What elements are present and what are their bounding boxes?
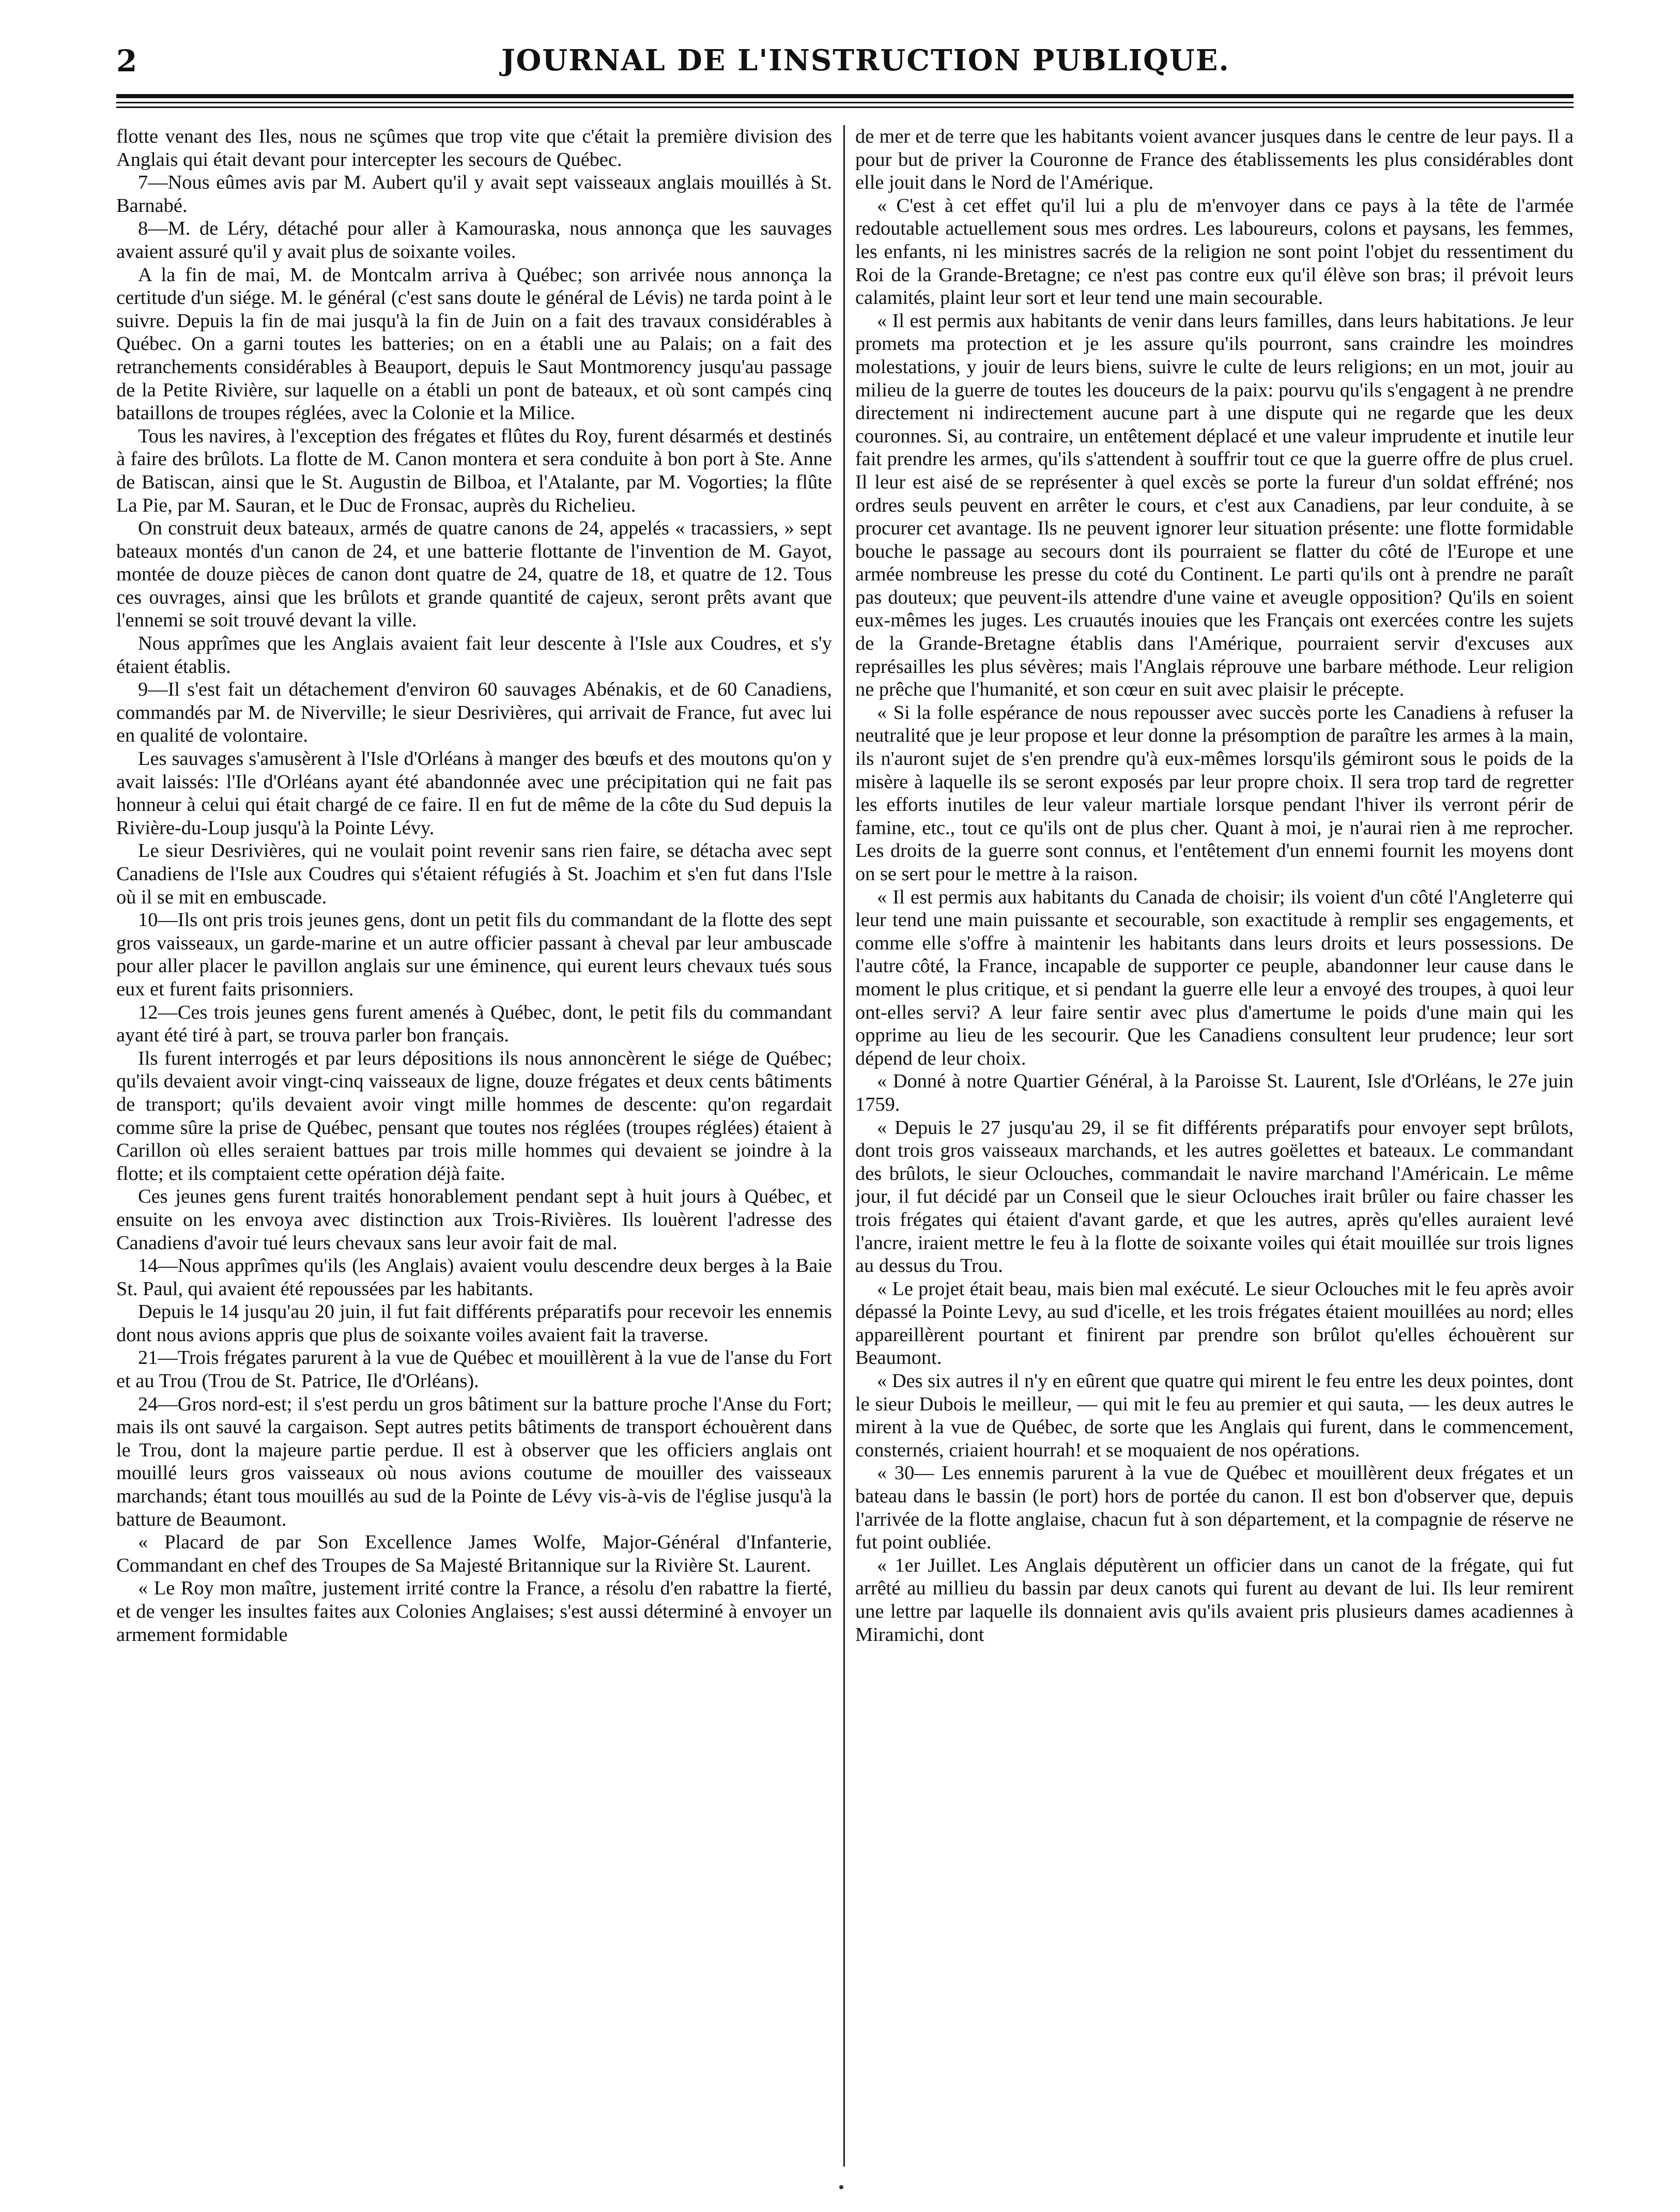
column-divider — [843, 125, 845, 2167]
paragraph: « Le Roy mon maître, justement irrité contre la France, a résolu d'en rabattre la fierté, et de venger les insultes faites aux Colonies Anglaises; s'est aussi déterminé à envoyer un armement formidable — [116, 1577, 832, 1646]
journal-title: JOURNAL DE L'INSTRUCTION PUBLIQUE. — [501, 43, 1230, 78]
paragraph: « Donné à notre Quartier Général, à la Paroisse St. Laurent, Isle d'Orléans, le 27e juin 1759. — [855, 1070, 1574, 1115]
paragraph: « 30— Les ennemis parurent à la vue de Québec et mouillèrent deux frégates et un bateau dans le bassin (le port) hors de portée du canon. Il est bon d'observer que, depuis l'arrivée de la flotte anglaise, chacun fut à son département, et la compagnie de réserve ne fut point oubliée. — [855, 1462, 1574, 1554]
header-rule-thin-2 — [116, 106, 1574, 108]
paragraph: 7—Nous eûmes avis par M. Aubert qu'il y avait sept vaisseaux anglais mouillés à St. Barnabé. — [116, 172, 832, 217]
paragraph: 12—Ces trois jeunes gens furent amenés à Québec, dont, le petit fils du commandant ayant été tiré à part, se trouva parler bon français. — [116, 1001, 832, 1047]
header-rule-thick — [116, 94, 1574, 98]
paragraph: « Si la folle espérance de nous repousser avec succès porte les Canadiens à refuser la neutralité que je leur propose et leur donne la présomption de paraître les armes à la main, ils n'auront sujet de s'en prendre qu'à eux-mêmes lorsqu'ils gémiront sous le poids de la misère à laquelle ils se seront exposés par leur propre choix. Il sera trop tard de regretter les efforts inutiles de leur valeur martiale lorsque pendant l'hiver ils verront périr de famine, etc., tout ce qu'ils ont de plus cher. Quant à moi, je n'aurai rien à me reprocher. Les droits de la guerre sont connus, et l'entêtement d'un ennemi fournit les moyens dont on se sert pour le mettre à la raison. — [855, 701, 1574, 885]
paragraph: Ils furent interrogés et par leurs dépositions ils nous annoncèrent le siége de Québec; qu'ils devaient avoir vingt-cinq vaisseaux de ligne, douze frégates et deux cents bâtiments de transport; qu'ils devaient avoir vingt mille hommes de descente: qu'on regardait comme sûre la prise de Québec, pensant que toutes nos réglées (troupes réglées) étaient à Carillon où elles seraient battues par trois mille hommes qui devaient se joindre à la flotte; et ils comptaient cette opération déjà faite. — [116, 1047, 832, 1185]
paragraph: « Depuis le 27 jusqu'au 29, il se fit différents préparatifs pour envoyer sept brûlots, dont trois gros vaisseaux marchands, et les autres goëlettes et bateaux. Le commandant des brûlots, le sieur Oclouches, commandait le navire marchand l'Américain. Le même jour, il fut décidé par un Conseil que le sieur Oclouches irait brûler ou faire chasser les trois frégates qui étaient d'avant garde, et que les autres, après qu'elles auraient levé l'ancre, iraient mettre le feu à la flotte de soixante voiles qui était mouillée sur trois lignes au dessus du Trou. — [855, 1116, 1574, 1277]
header-rule-thin — [116, 102, 1574, 103]
paragraph: 24—Gros nord-est; il s'est perdu un gros bâtiment sur la batture proche l'Anse du Fort; mais ils ont sauvé la cargaison. Sept autres petits bâtiments de transport échouèrent dans le Trou, dont la majeure partie perdue. Il est à observer que les officiers anglais ont mouillé leurs gros vaisseaux où nous avions coutume de mouiller des vaisseaux marchands; étant tous mouillés au sud de la Pointe de Lévy vis-à-vis de l'église jusqu'à la batture de Beaumont. — [116, 1393, 832, 1530]
paragraph: Nous apprîmes que les Anglais avaient fait leur descente à l'Isle aux Coudres, et s'y étaient établis. — [116, 633, 832, 678]
paragraph: Le sieur Desrivières, qui ne voulait point revenir sans rien faire, se détacha avec sept Canadiens de l'Isle aux Coudres qui s'étaient réfugiés à St. Joachim et s'en fut dans l'Isle où il se mit en embuscade. — [116, 840, 832, 908]
paragraph: « Il est permis aux habitants du Canada de choisir; ils voient d'un côté l'Angleterre qui leur tend une main puissante et secourable, son exactitude à remplir ses engagements, et comme elle s'offre à maintenir les habitants dans leurs droits et leurs possessions. De l'autre côté, la France, incapable de supporter ce peuple, abandonner leur cause dans le moment le plus critique, et si pendant la guerre elle leur a envoyé des troupes, à quoi leur ont-elles servi? A leur faire sentir avec plus d'amertume le poids d'une main qui les opprime au lieu de les secourir. Que les Canadiens consultent leur prudence; leur sort dépend de leur choix. — [855, 886, 1574, 1069]
paragraph: Ces jeunes gens furent traités honorablement pendant sept à huit jours à Québec, et ensuite on les envoya avec distinction aux Trois-Rivières. Ils louèrent l'adresse des Canadiens d'avoir tué leurs chevaux sans leur avoir fait de mal. — [116, 1186, 832, 1254]
paragraph: « 1er Juillet. Les Anglais députèrent un officier dans un canot de la frégate, qui fut arrêté au millieu du bassin par deux canots qui furent au devant de lui. Ils leur remirent une lettre par laquelle ils donnaient avis qu'ils avaient pris plusieurs dames acadiennes à Miramichi, dont — [855, 1554, 1574, 1646]
page-number: 2 — [116, 43, 137, 79]
left-column — [116, 125, 832, 2172]
paragraph: « C'est à cet effet qu'il lui a plu de m'envoyer dans ce pays à la tête de l'armée redoutable actuellement sous mes ordres. Les laboureurs, colons et paysans, les femmes, les enfants, ni les ministres sacrés de la religion ne sont point l'objet du ressentiment du Roi de la Grande-Bretagne; ce n'est pas contre eux qu'il élève son bras; il prévoit leurs calamités, plaint leur sort et leur tend une main secourable. — [855, 194, 1574, 309]
paragraph: A la fin de mai, M. de Montcalm arriva à Québec; son arrivée nous annonça la certitude d'un siége. M. le général (c'est sans doute le général de Lévis) ne tarda point à le suivre. Depuis la fin de mai jusqu'à la fin de Juin on a fait des travaux considérables à Québec. On a garni toutes les batteries; on en a établi une au Palais; on a fait des retranchements considérables à Beauport, depuis le Saut Montmorency jusqu'au passage de la Petite Rivière, sur laquelle on a établi un pont de bateaux, et où sont campés cinq bataillons de troupes réglées, avec la Colonie et la Milice. — [116, 264, 832, 424]
paragraph: Tous les navires, à l'exception des frégates et flûtes du Roy, furent désarmés et destinés à faire des brûlots. La flotte de M. Canon montera et sera conduite à bon port à Ste. Anne de Batiscan, ainsi que le St. Augustin de Bilboa, et l'Atalante, par M. Vogorties; la flûte La Pie, par M. Sauran, et le Duc de Fronsac, auprès du Richelieu. — [116, 425, 832, 516]
paragraph: « Des six autres il n'y en eûrent que quatre qui mirent le feu entre les deux pointes, dont le sieur Dubois le meilleur, — qui mit le feu au premier et qui sauta, — les deux autres le mirent à la vue de Québec, de sorte que les Anglais qui furent, dans le commencement, consternés, criaient hourrah! et se moquaient de nos opérations. — [855, 1370, 1574, 1461]
paragraph: flotte venant des Iles, nous ne sçûmes que trop vite que c'était la première division des Anglais qui était devant pour intercepter les secours de Québec. — [116, 126, 832, 171]
paragraph: On construit deux bateaux, armés de quatre canons de 24, appelés « tracassiers, » sept bateaux montés d'un canon de 24, et une batterie flottante de l'invention de M. Gayot, montée de douze pièces de canon dont quatre de 24, quatre de 18, et quatre de 12. Tous ces ouvrages, ainsi que les brûlots et grande quantité de cajeux, seront prêts avant que l'ennemi se soit trouvé devant la ville. — [116, 517, 832, 632]
paragraph: 21—Trois frégates parurent à la vue de Québec et mouillèrent à la vue de l'anse du Fort et au Trou (Trou de St. Patrice, Ile d'Orléans). — [116, 1347, 832, 1392]
right-column — [855, 125, 1574, 2172]
page-header — [116, 41, 1574, 83]
paragraph: « Il est permis aux habitants de venir dans leurs familles, dans leurs habitations. Je leur promets ma protection et je les assure qu'ils pourront, sans craindre les moindres molestations, y jouir de leurs biens, suivre le culte de leurs religions; en un mot, jouir au milieu de la guerre de toutes les douceurs de la paix: pourvu qu'ils s'engagent à ne prendre directement ni indirectement aucune part à une dispute qui ne regarde que les deux couronnes. Si, au contraire, un entêtement déplacé et une valeur imprudente et inutile leur fait prendre les armes, qu'ils s'attendent à souffrir tout ce que la guerre offre de plus cruel. Il leur est aisé de se représenter à quel excès se porte la fureur d'un soldat effréné; nos ordres seuls peuvent en arrêter le cours, et c'est aux Canadiens, par leur conduite, à se procurer cet avantage. Ils ne peuvent ignorer leur situation présente: une flotte formidable bouche le passage au secours dont ils pourraient se flatter du côté de l'Europe et une armée nombreuse les presse du coté du Continent. Le parti qu'ils ont à prendre ne paraît pas douteux; que peuvent-ils attendre d'une vaine et aveugle opposition? Qu'ils en soient eux-mêmes les juges. Les cruautés inouies que les Français ont exercées contre les sujets de la Grande-Bretagne établis dans l'Amérique, pourraient servir d'excuses aux représailles les plus sévères; mais l'Anglais réprouve une barbare méthode. Leur religion ne prêche que l'humanité, et son cœur en suit avec plaisir le précepte. — [855, 310, 1574, 701]
paragraph: Les sauvages s'amusèrent à l'Isle d'Orléans à manger des bœufs et des moutons qu'on y avait laissés: l'Ile d'Orléans ayant été abandonnée avec une précipitation qui ne fait pas honneur à celui qui était chargé de ce faire. Il en fut de même de la côte du Sud depuis la Rivière-du-Loup jusqu'à la Pointe Lévy. — [116, 748, 832, 839]
print-mark — [839, 2185, 843, 2189]
paragraph: de mer et de terre que les habitants voient avancer jusques dans le centre de leur pays. Il a pour but de priver la Couronne de France des établissements les plus considérables dont elle jouit dans le Nord de l'Amérique. — [855, 126, 1574, 194]
paragraph: 8—M. de Léry, détaché pour aller à Kamouraska, nous annonça que les sauvages avaient assuré qu'il y avait plus de soixante voiles. — [116, 218, 832, 263]
paragraph: 14—Nous apprîmes qu'ils (les Anglais) avaient voulu descendre deux berges à la Baie St. Paul, qui avaient été repoussées par les habitants. — [116, 1255, 832, 1300]
paragraph: « Le projet était beau, mais bien mal exécuté. Le sieur Oclouches mit le feu après avoir dépassé la Pointe Levy, au sud d'icelle, et les trois frégates étaient mouillées au nord; elles appareillèrent pourtant et finirent par prendre son brûlot qu'elles échouèrent sur Beaumont. — [855, 1278, 1574, 1369]
paragraph: 10—Ils ont pris trois jeunes gens, dont un petit fils du commandant de la flotte des sept gros vaisseaux, un garde-marine et un autre officier passant à cheval par leur ambuscade pour aller placer le pavillon anglais sur une éminence, qui eurent leurs chevaux tués sous eux et furent faits prisonniers. — [116, 909, 832, 1000]
paragraph: Depuis le 14 jusqu'au 20 juin, il fut fait différents préparatifs pour recevoir les ennemis dont nous avions appris que plus de soixante voiles avaient fait la traverse. — [116, 1301, 832, 1346]
paragraph: 9—Il s'est fait un détachement d'environ 60 sauvages Abénakis, et de 60 Canadiens, commandés par M. de Niverville; le sieur Desrivières, qui arrivait de France, fut avec lui en qualité de volontaire. — [116, 679, 832, 747]
paragraph: « Placard de par Son Excellence James Wolfe, Major-Général d'Infanterie, Commandant en chef des Troupes de Sa Majesté Britannique sur la Rivière St. Laurent. — [116, 1531, 832, 1576]
